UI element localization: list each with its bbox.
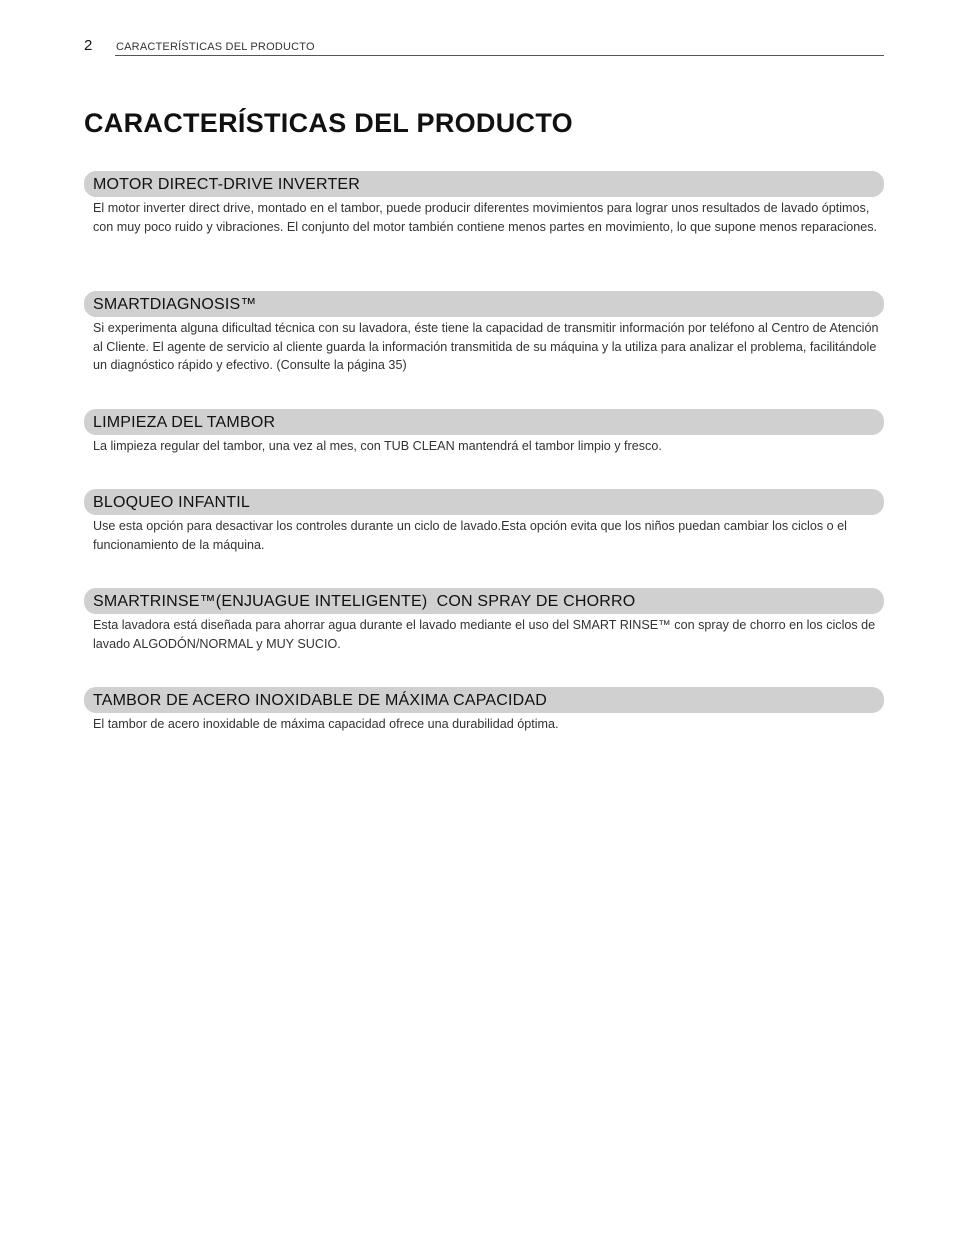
section-body: La limpieza regular del tambor, una vez al mes, con TUB CLEAN mantendrá el tambor limpio y fresco.: [93, 439, 662, 453]
page-number: 2: [84, 37, 93, 54]
section-bloqueo: [84, 489, 884, 554]
running-header: CARACTERÍSTICAS DEL PRODUCTO: [116, 41, 315, 53]
section-smartdiagnosis: [84, 291, 884, 375]
page-title: CARACTERÍSTICAS DEL PRODUCTO: [84, 108, 573, 138]
section-heading: TAMBOR DE ACERO INOXIDABLE DE MÁXIMA CAPACIDAD: [84, 687, 884, 713]
section-body: El motor inverter direct drive, montado en el tambor, puede producir diferentes movimientos para lograr unos resultados de lavado óptimos, con muy poco ruido y vibraciones. El conjunto del motor también contiene menos partes en movimiento, lo que supone menos reparaciones.: [93, 201, 878, 234]
section-smartrinse: [84, 588, 884, 653]
section-heading: SMARTDIAGNOSIS™: [84, 291, 884, 317]
section-motor: [84, 171, 884, 236]
section-body: Si experimenta alguna dificultad técnica con su lavadora, éste tiene la capacidad de transmitir información por teléfono al Centro de Atención al Cliente. El agente de servicio al cliente guarda la información transmitida de su máquina y la utiliza para analizar el problema, facilitándole un diagnóstico rápido y efectivo. (Consulte la página 35): [93, 321, 879, 372]
section-heading: MOTOR DIRECT-DRIVE INVERTER: [84, 171, 884, 197]
section-heading: SMARTRINSE™(ENJUAGUE INTELIGENTE) CON SPRAY DE CHORRO: [84, 588, 884, 614]
header-rule: [115, 55, 884, 56]
section-heading: BLOQUEO INFANTIL: [84, 489, 884, 515]
section-tambor-acero: [84, 687, 884, 734]
section-heading: LIMPIEZA DEL TAMBOR: [84, 409, 884, 435]
section-body: Esta lavadora está diseñada para ahorrar agua durante el lavado mediante el uso del SMART RINSE™ con spray de chorro en los ciclos de lavado ALGODÓN/NORMAL y MUY SUCIO.: [93, 618, 876, 651]
section-limpieza: [84, 409, 884, 456]
section-body: El tambor de acero inoxidable de máxima capacidad ofrece una durabilidad óptima.: [93, 717, 559, 731]
section-body: Use esta opción para desactivar los controles durante un ciclo de lavado.Esta opción evita que los niños puedan cambiar los ciclos o el funcionamiento de la máquina.: [93, 519, 847, 552]
